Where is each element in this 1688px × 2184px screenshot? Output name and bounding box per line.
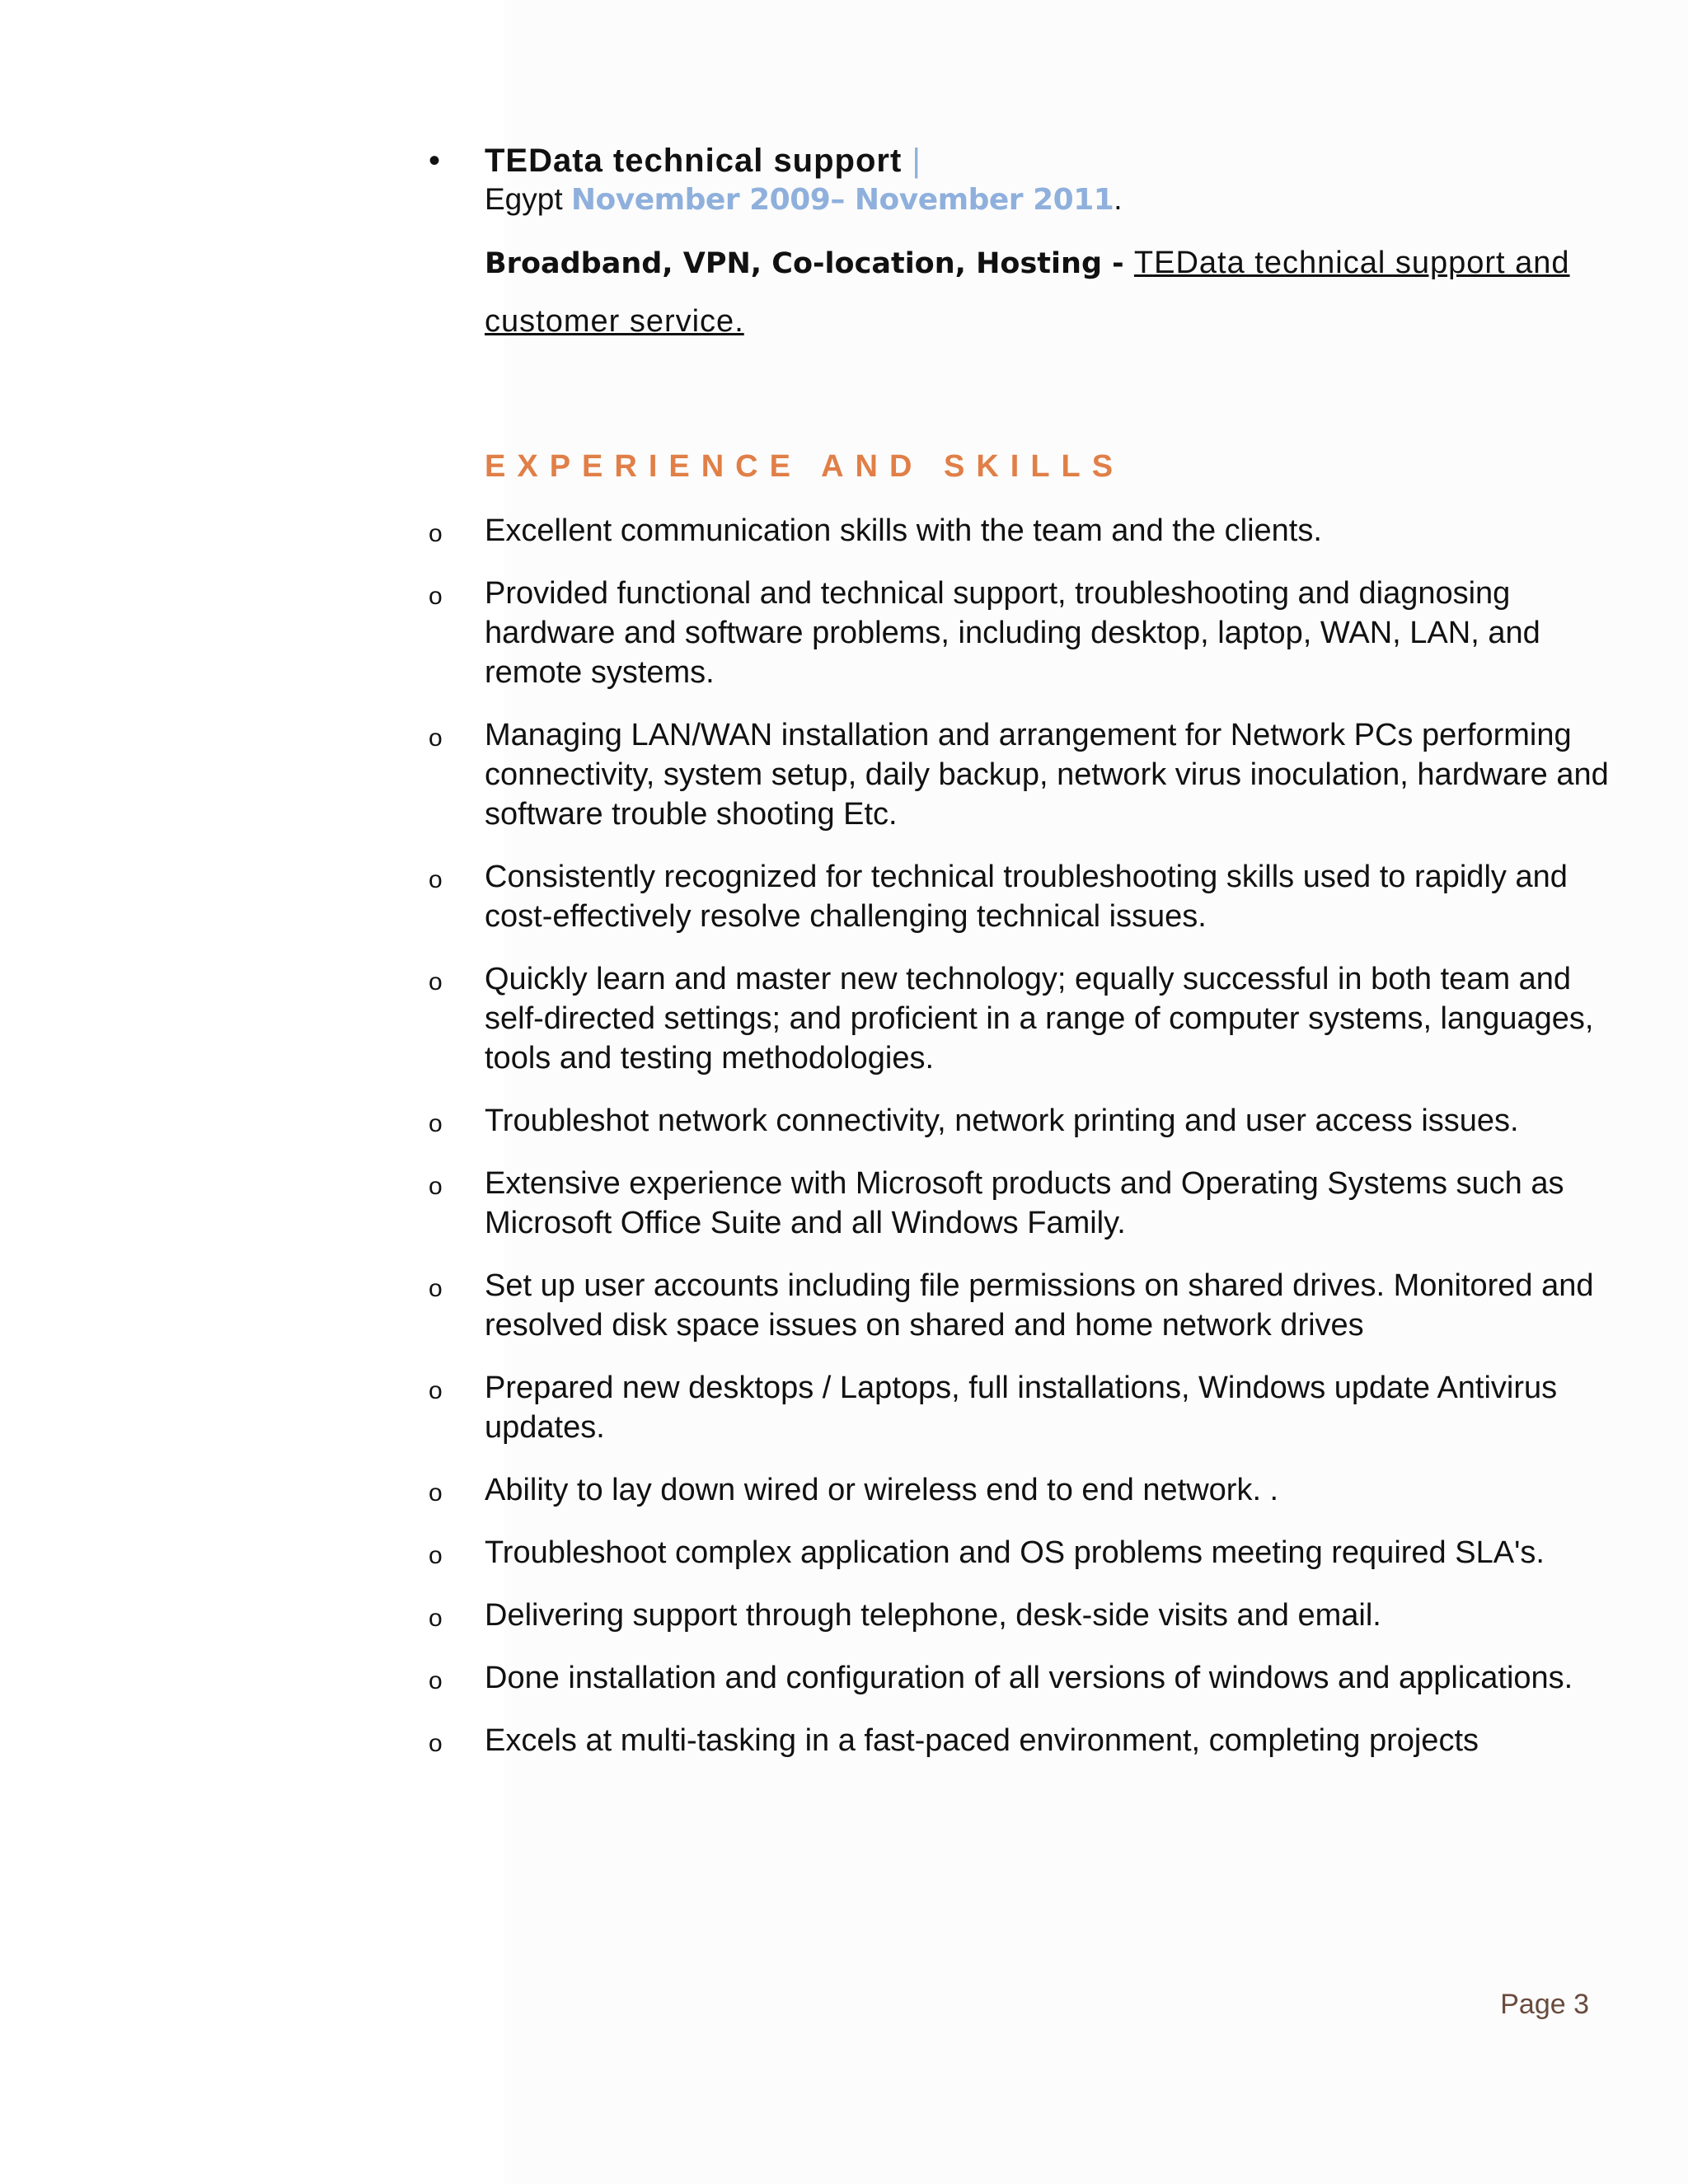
skill-text: Troubleshot network connectivity, network printing and user access issues.: [485, 1104, 1519, 1138]
list-bullet-icon: o: [429, 1275, 443, 1302]
skills-list: [429, 511, 1632, 1783]
skill-text: Consistently recognized for technical troubleshooting skills used to rapidly and cost-effectively resolve challenging technical issues.: [485, 860, 1568, 934]
list-bullet-icon: o: [429, 583, 443, 610]
list-bullet-icon: o: [429, 1377, 443, 1404]
job-dates-suffix: .: [1114, 182, 1123, 216]
skill-item: [429, 715, 1622, 834]
skill-item: [429, 1596, 1622, 1635]
job-bullet: •: [429, 143, 441, 179]
skill-text: Done installation and configuration of all versions of windows and applications.: [485, 1661, 1573, 1695]
job-title-separator: |: [912, 143, 921, 179]
skill-item: [429, 1164, 1622, 1243]
skill-item: [429, 1368, 1622, 1447]
skill-item: [429, 959, 1622, 1078]
skill-text: Provided functional and technical support, troubleshooting and diagnosing hardware and software problems, including desktop, laptop, WAN, LAN, and remote systems.: [485, 576, 1540, 690]
skill-text: Managing LAN/WAN installation and arrangement for Network PCs performing connectivity, system setup, daily backup, network virus inoculation, hardware and software trouble shooting Etc.: [485, 718, 1609, 832]
skill-text: Troubleshoot complex application and OS problems meeting required SLA's.: [485, 1535, 1545, 1570]
list-bullet-icon: o: [429, 1110, 443, 1137]
skill-item: [429, 857, 1622, 936]
skill-item: [429, 574, 1622, 692]
job-dates: November 2009– November 2011: [570, 183, 1114, 217]
skill-item: [429, 511, 1622, 551]
section-heading: EXPERIENCE AND SKILLS: [485, 449, 1125, 484]
list-bullet-icon: o: [429, 968, 443, 996]
job-description: [485, 234, 1655, 350]
skill-text: Excellent communication skills with the team and the clients.: [485, 513, 1322, 548]
skill-item: [429, 1658, 1622, 1698]
list-bullet-icon: o: [429, 1173, 443, 1200]
skill-text: Extensive experience with Microsoft products and Operating Systems such as Microsoft Office Suite and all Windows Family.: [485, 1166, 1564, 1240]
job-location-line: [485, 180, 1639, 219]
job-location: Egypt: [485, 182, 571, 216]
skill-text: Delivering support through telephone, desk-side visits and email.: [485, 1598, 1381, 1633]
skill-item: [429, 1533, 1622, 1572]
list-bullet-icon: o: [429, 520, 443, 547]
list-bullet-icon: o: [429, 1479, 443, 1507]
list-bullet-icon: o: [429, 866, 443, 893]
skill-item: [429, 1721, 1622, 1760]
skill-text: Ability to lay down wired or wireless end to end network. .: [485, 1473, 1279, 1507]
skill-item: [429, 1101, 1622, 1141]
job-keywords: Broadband, VPN, Co-location, Hosting -: [485, 247, 1134, 280]
skill-text: Excels at multi-tasking in a fast-paced environment, completing projects: [485, 1723, 1479, 1758]
skill-item: [429, 1470, 1622, 1510]
list-bullet-icon: o: [429, 1605, 443, 1632]
skill-text: Prepared new desktops / Laptops, full installations, Windows update Antivirus updates.: [485, 1371, 1558, 1445]
list-bullet-icon: o: [429, 1542, 443, 1569]
page-number: Page 3: [1500, 1989, 1589, 2020]
skill-text: Quickly learn and master new technology; equally successful in both team and self-directed settings; and proficient in a range of computer systems, languages, tools and testing methodologies.: [485, 962, 1594, 1076]
list-bullet-icon: o: [429, 1730, 443, 1757]
skill-item: [429, 1266, 1622, 1345]
list-bullet-icon: o: [429, 1667, 443, 1694]
job-body: [485, 136, 1639, 350]
job-title: TEData technical support: [485, 143, 903, 179]
job-description-link[interactable]: TEData technical support and customer service.: [485, 246, 1570, 339]
list-bullet-icon: o: [429, 724, 443, 752]
skill-text: Set up user accounts including file permissions on shared drives. Monitored and resolved disk space issues on shared and home network drives: [485, 1268, 1594, 1343]
job-title-line: [485, 136, 1639, 180]
